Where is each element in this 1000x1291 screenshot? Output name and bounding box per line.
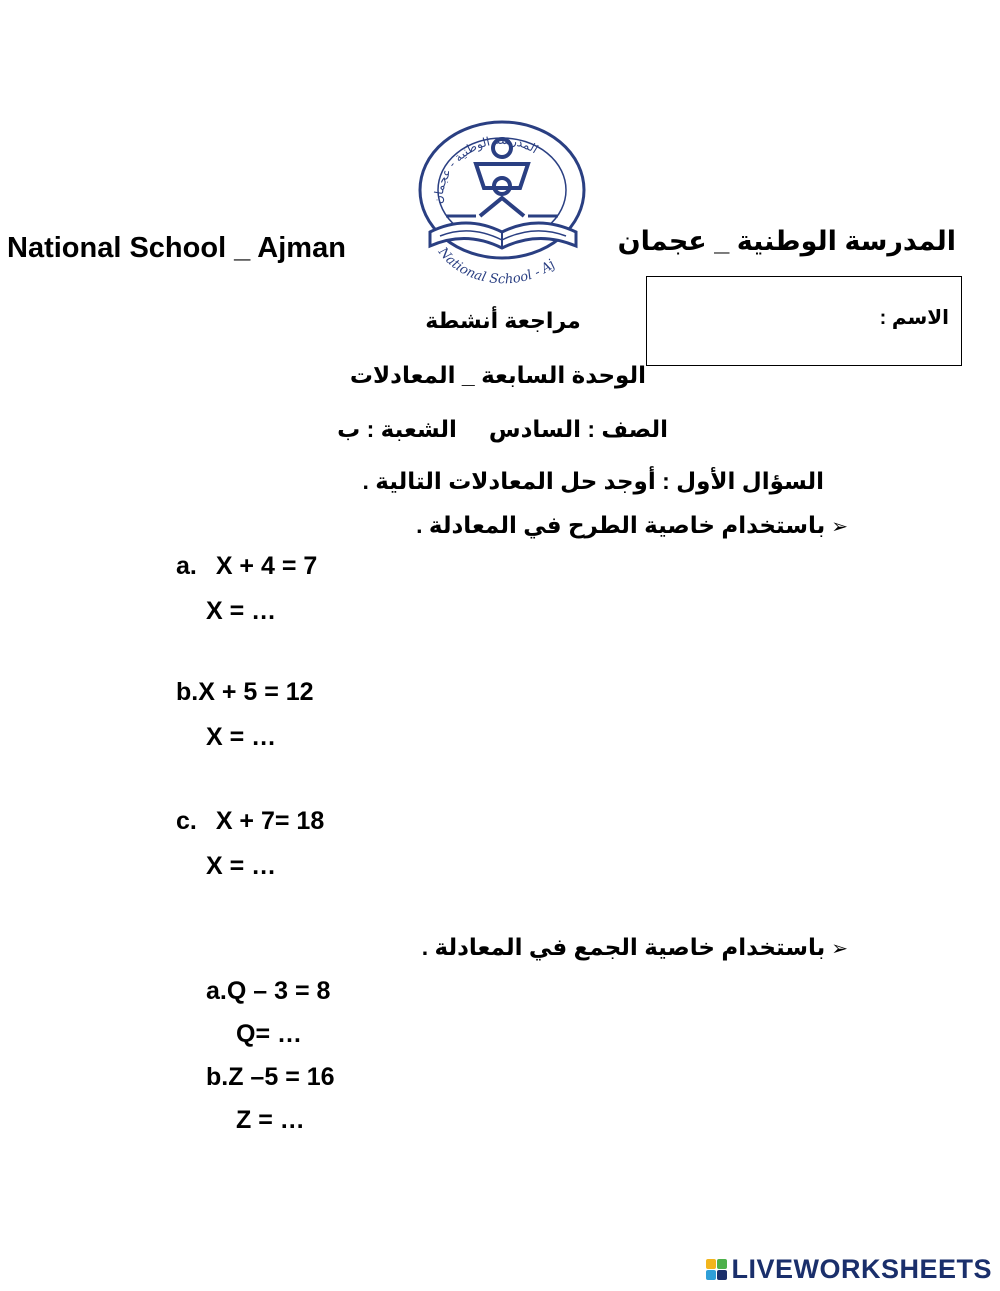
- brand-square: [706, 1270, 716, 1280]
- arrow-bullet-icon: ➢: [831, 516, 848, 538]
- logo-english-text: National School - Aj: [434, 244, 559, 288]
- equation-text: X + 5 = 12: [198, 678, 314, 706]
- item-letter: b.: [176, 678, 199, 706]
- equation-text: X + 4 = 7: [215, 552, 318, 580]
- item-letter: c.: [176, 807, 197, 835]
- answer-field[interactable]: Q= …: [236, 1020, 302, 1048]
- equation-text: Q – 3 = 8: [226, 977, 331, 1005]
- equation-text: X + 7= 18: [215, 807, 325, 835]
- liveworksheets-brand: [706, 1254, 992, 1285]
- logo-arabic-text: المدرسة الوطنية - عجمان: [430, 132, 541, 205]
- brand-text: LIVEWORKSHEETS: [731, 1254, 992, 1284]
- arrow-bullet-icon: ➢: [831, 938, 848, 960]
- item-letter: b.: [206, 1063, 229, 1091]
- brand-square: [717, 1259, 727, 1269]
- school-logo-icon: [410, 116, 590, 306]
- question-1-title: السؤال الأول : أوجد حل المعادلات التالية .: [362, 468, 824, 494]
- item-letter: a.: [176, 552, 197, 580]
- school-name-english: National School _ Ajman: [7, 232, 346, 264]
- addition-property-heading: [422, 934, 848, 961]
- school-logo: [410, 116, 590, 306]
- subtraction-property-heading: [416, 512, 848, 539]
- svg-text:المدرسة الوطنية - عجمان: [431, 133, 541, 205]
- answer-field[interactable]: X = …: [206, 597, 277, 625]
- name-label: الاسم :: [879, 307, 949, 329]
- brand-square: [706, 1259, 716, 1269]
- unit-title: الوحدة السابعة _ المعادلات: [349, 362, 646, 388]
- equation-row: [176, 807, 324, 836]
- equation-row: [206, 1063, 335, 1092]
- brand-square: [717, 1270, 727, 1280]
- school-name-arabic: المدرسة الوطنية _ عجمان: [617, 226, 956, 256]
- name-field-box[interactable]: [646, 276, 962, 366]
- answer-field[interactable]: Z = …: [236, 1106, 305, 1134]
- review-title: مراجعة أنشطة: [425, 308, 581, 333]
- liveworksheets-logo-icon: [706, 1259, 727, 1280]
- section-1-heading-text: باستخدام خاصية الطرح في المعادلة .: [416, 512, 826, 538]
- answer-field[interactable]: X = …: [206, 723, 277, 751]
- equation-row: [176, 552, 317, 581]
- equation-text: Z –5 = 16: [228, 1063, 335, 1091]
- grade-section-line: الصف : السادس الشعبة : ب: [337, 416, 668, 442]
- equation-row: [176, 678, 314, 707]
- item-letter: a.: [206, 977, 227, 1005]
- section-2-heading-text: باستخدام خاصية الجمع في المعادلة .: [421, 934, 826, 960]
- equation-row: [206, 977, 330, 1006]
- answer-field[interactable]: X = …: [206, 852, 277, 880]
